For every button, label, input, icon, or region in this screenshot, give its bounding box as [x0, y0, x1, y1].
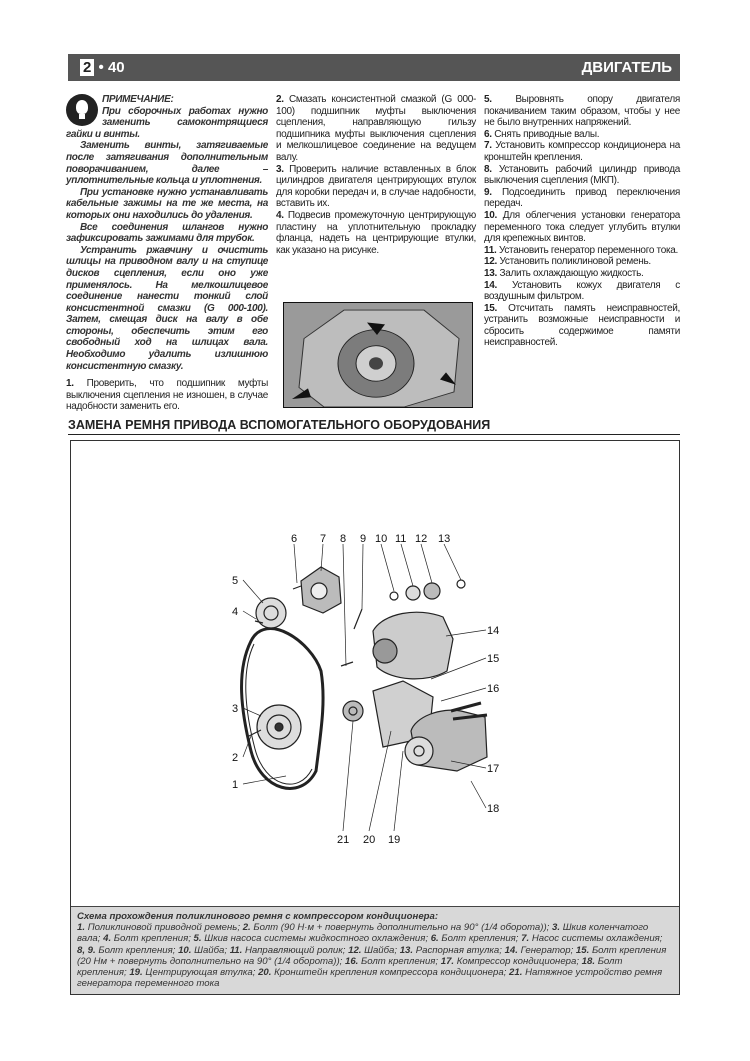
step-7: 7. Установить компрессор кондиционера на кронштейн крепления. [484, 140, 680, 163]
belt-diagram-figure [70, 440, 680, 995]
note-paragraph: Все соединения шлангов нужно зафиксировать зажимами для трубок. [66, 221, 268, 245]
step-13: 13. Залить охлаждающую жидкость. [484, 267, 644, 279]
legend-number: 20. [258, 967, 272, 979]
note-paragraph: При установке нужно устанавливать кабельные зажимы на те же места, на которых они находились до удаления. [66, 186, 268, 221]
legend-item [505, 945, 576, 956]
legend-text: Болт крепления; [98, 944, 176, 956]
legend-item [400, 945, 505, 956]
legend-number: 3. [552, 922, 561, 934]
step-8: 8. Установить рабочий цилиндр привода выключения сцепления (МКП). [484, 163, 680, 187]
legend-number: 1. [77, 922, 86, 934]
legend-number: 18. [581, 955, 596, 967]
step-12: 12. Установить поликлиновой ремень. [484, 256, 651, 268]
legend-item [230, 945, 348, 956]
legend-number: 17. [440, 955, 455, 967]
legend-number: 8, 9. [77, 944, 96, 956]
legend-text: Генератор; [520, 944, 574, 956]
legend-number: 5. [193, 933, 202, 945]
callout-15: 15 [487, 653, 500, 665]
legend-text: Центрирующая втулка; [145, 967, 256, 979]
legend-number: 2. [242, 922, 251, 934]
callout-6: 6 [291, 533, 298, 545]
legend-number: 12. [348, 944, 362, 956]
callout-10: 10 [375, 533, 388, 545]
legend-number: 13. [399, 944, 414, 956]
engine-flange-photo [283, 302, 473, 408]
callout-5: 5 [232, 575, 239, 587]
legend-text: Компрессор кондиционера; [456, 955, 579, 967]
caption-title: Схема прохождения поликлинового ремня с компрессором кондиционера: [77, 911, 439, 922]
legend-text: Насос системы охлаждения; [531, 933, 663, 945]
column-right [484, 94, 680, 349]
legend-text: Шкив насоса системы жидкостного охлаждения; [204, 933, 429, 945]
lightbulb-icon [66, 94, 98, 126]
legend-text: Натяжное устройство ремня генератора переменного тока [77, 967, 663, 990]
step-3: 3. Проверить наличие вставленных в блок цилиндров двигателя центрирующих втулок для коробки передач и, в случае надобности, вставить их. [276, 163, 476, 210]
section-title: ЗАМЕНА РЕМНЯ ПРИВОДА ВСПОМОГАТЕЛЬНОГО ОБОРУДОВАНИЯ [68, 418, 680, 435]
legend-number: 21. [509, 967, 523, 979]
legend-number: 15. [575, 944, 590, 956]
step-5: 5. Выровнять опору двигателя покачиванием таким образом, чтобы у нее не было внутренних напряжений. [484, 94, 680, 129]
step-10: 10. Для облегчения установки генератора переменного тока следует углубить втулки для крепежных винтов. [484, 209, 680, 245]
page-number: 2 • 40 [80, 59, 125, 76]
callout-19: 19 [388, 834, 401, 846]
page-header [68, 54, 680, 81]
step-14: 14. Установить кожух двигателя с воздушным фильтром. [484, 279, 680, 303]
step-15: 15. Отсчитать память неисправностей, устранить возможные неисправности и сбросить содержимое памяти неисправностей. [484, 302, 680, 349]
column-middle [276, 94, 476, 256]
note-paragraph: Заменить винты, затягиваемые после затягивания дополнительным поворачиванием, далее – уплотнительные кольца и уплотнения. [66, 140, 268, 187]
note-paragraph: Устранить ржавчину и очистить шлицы на приводном валу и на ступице дисков сцепления, если оно уже применялось. На мелкошлицевое соединение нанести тонкий слой консистентной смазки (G 000-100). Затем, смещая диск на валу в обе стороны, обеспечить этим его свободный ход на шлицах вала. Необходимо удалить излишнюю консистентную смазку. [66, 244, 268, 372]
legend-text: Кронштейн крепления компрессора кондиционера; [274, 967, 507, 979]
callout-1: 1 [232, 779, 239, 791]
legend-item [129, 967, 258, 978]
legend-number: 11. [229, 944, 243, 956]
callout-11: 11 [395, 533, 407, 545]
legend-item [77, 945, 178, 956]
legend-item [178, 945, 230, 956]
callout-14: 14 [487, 625, 500, 637]
legend-text: Направляющий ролик; [244, 944, 346, 956]
note-heading: ПРИМЕЧАНИЕ: [102, 94, 174, 105]
callout-4: 4 [232, 606, 239, 618]
step-11: 11. Установить генератор переменного тока. [484, 244, 679, 256]
callout-20: 20 [363, 834, 376, 846]
legend-item [431, 933, 521, 944]
step-2: 2. Смазать консистентной смазкой (G 000-100) подшипник муфты выключения сцепления, направляющую гильзу подшипника муфты выключения сцепления и мелкошлицевое соединение на ведущем валу. [276, 94, 477, 163]
legend-item [243, 922, 552, 933]
note-block [66, 94, 268, 372]
step-1: 1. Проверить, что подшипник муфты выключения сцепления не изношен, в случае надобности заменить его. [66, 378, 268, 413]
legend-item [77, 922, 243, 933]
callout-21: 21 [337, 834, 350, 846]
step-4: 4. Подвесив промежуточную центрирующую пластину на уплотнительную прокладку фланца, надеть на центрирующие втулки, как указано на рисунке. [276, 209, 476, 256]
caption-legend [77, 922, 666, 989]
legend-item [103, 933, 193, 944]
legend-text: Шайба; [194, 944, 228, 956]
legend-text: Болт крепления; [113, 933, 191, 945]
callout-9: 9 [360, 533, 367, 545]
legend-text: Распорная втулка; [415, 944, 502, 956]
legend-text: Болт крепления; [77, 955, 623, 979]
callout-3: 3 [232, 703, 239, 715]
callout-7: 7 [320, 533, 327, 545]
legend-text: Болт крепления; [441, 933, 519, 945]
step-6: 6. Снять приводные валы. [484, 128, 600, 140]
legend-number: 7. [521, 933, 530, 945]
legend-text: Шкив коленчатого вала; [77, 922, 649, 945]
legend-number: 14. [504, 944, 518, 956]
legend-text: Поликлиновой приводной ремень; [87, 922, 241, 934]
legend-item [348, 945, 400, 956]
column-left [66, 94, 268, 413]
step-9: 9. Подсоединить привод переключения передач. [484, 186, 680, 210]
legend-item [345, 956, 441, 967]
legend-text: Болт крепления; [361, 955, 439, 967]
chapter-title: ДВИГАТЕЛЬ [581, 59, 672, 76]
callout-17: 17 [487, 763, 500, 775]
legend-number: 6. [430, 933, 439, 945]
callout-16: 16 [487, 683, 500, 695]
legend-number: 10. [178, 944, 192, 956]
legend-text: Болт крепления (20 Нм + повернуть дополнительно на 90° (1/4 оборота)); [77, 944, 667, 967]
callout-8: 8 [340, 533, 347, 545]
callout-13: 13 [438, 533, 451, 545]
figure-caption [71, 906, 679, 994]
legend-item [441, 956, 582, 967]
legend-number: 19. [129, 967, 143, 979]
legend-number: 4. [103, 933, 112, 945]
legend-text: Болт (90 Н·м + повернуть дополнительно на 90° (1/4 оборота)); [253, 922, 550, 934]
callout-18: 18 [487, 803, 500, 815]
legend-text: Шайба; [364, 944, 398, 956]
legend-item [521, 933, 662, 944]
callout-12: 12 [415, 533, 428, 545]
legend-item [194, 933, 431, 944]
callout-2: 2 [232, 752, 239, 764]
belt-diagram [71, 441, 679, 881]
legend-number: 16. [344, 955, 359, 967]
legend-item [258, 967, 509, 978]
note-paragraph: При сборочных работах нужно заменить самоконтрящиеся гайки и винты. [66, 105, 268, 140]
